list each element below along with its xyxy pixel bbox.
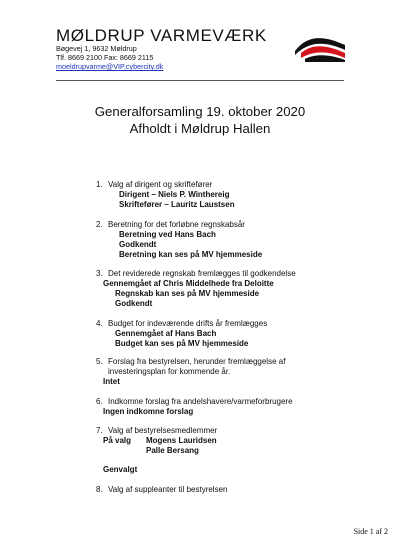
agenda-note: Regnskab kan ses på MV hjemmeside — [115, 289, 260, 298]
agenda-note: Gennemgået af Hans Bach — [115, 329, 217, 338]
agenda-note: Ingen indkomne forslag — [103, 407, 194, 416]
agenda-note-candidate: Palle Bersang — [146, 446, 199, 455]
agenda-note: Beretning ved Hans Bach — [119, 230, 216, 239]
agenda-note-candidate: Mogens Lauridsen — [146, 436, 217, 445]
agenda-note: Gennemgået af Chris Middelhede fra Deloitte — [103, 279, 274, 288]
agenda-item-text: Det reviderede regnskab fremlægges til godkendelse — [108, 269, 296, 278]
agenda-item-text-continued: investeringsplan for kommende år. — [108, 367, 231, 376]
agenda-item-number: 5. — [96, 357, 103, 366]
agenda-note: Genvalgt — [103, 465, 138, 474]
company-address: Bøgevej 1, 9632 Møldrup — [56, 44, 137, 53]
agenda-item-number: 8. — [96, 485, 103, 494]
page-number: Side 1 af 2 — [353, 527, 388, 536]
agenda-item-text: Indkomne forslag fra andelshavere/varmeforbrugere — [108, 397, 293, 406]
wave-logo-icon — [293, 31, 347, 63]
agenda-item-text: Budget for indeværende drifts år fremlægges — [108, 319, 268, 328]
agenda-note-on-election: På valg — [103, 436, 132, 445]
agenda-item-number: 3. — [96, 269, 103, 278]
agenda-note: Intet — [103, 377, 120, 386]
agenda-note: Beretning kan ses på MV hjemmeside — [119, 250, 263, 259]
agenda-note: Godkendt — [115, 299, 153, 308]
agenda-note: Budget kan ses på MV hjemmeside — [115, 339, 249, 348]
document-title: Generalforsamling 19. oktober 2020 — [94, 104, 306, 119]
agenda-item-number: 4. — [96, 319, 103, 328]
agenda-item-text: Beretning for det forløbne regnskabsår — [108, 220, 245, 229]
agenda-item-number: 2. — [96, 220, 103, 229]
agenda-item-text: Valg af bestyrelsesmedlemmer — [108, 426, 218, 435]
agenda-note: Dirigent – Niels P. Winthereig — [119, 190, 230, 199]
agenda-note: Godkendt — [119, 240, 157, 249]
agenda-item-text: Valg af suppleanter til bestyrelsen — [108, 485, 228, 494]
agenda-item-text: Forslag fra bestyrelsen, herunder fremlæggelse af — [108, 357, 286, 366]
header-divider — [56, 80, 344, 81]
company-email-link[interactable]: moeldrupvarme@VIP.cybercity.dk — [56, 62, 164, 72]
agenda-item-number: 6. — [96, 397, 103, 406]
document-subtitle: Afholdt i Møldrup Hallen — [129, 121, 271, 136]
company-name: MØLDRUP VARMEVÆRK — [56, 26, 267, 45]
agenda-item-number: 1. — [96, 180, 103, 189]
agenda-note: Skriftefører – Lauritz Laustsen — [119, 200, 235, 209]
agenda-item-text: Valg af dirigent og skriftefører — [108, 180, 213, 189]
company-phone-fax: Tlf. 8669 2100 Fax: 8669 2115 — [56, 52, 154, 62]
agenda-item-number: 7. — [96, 426, 103, 435]
